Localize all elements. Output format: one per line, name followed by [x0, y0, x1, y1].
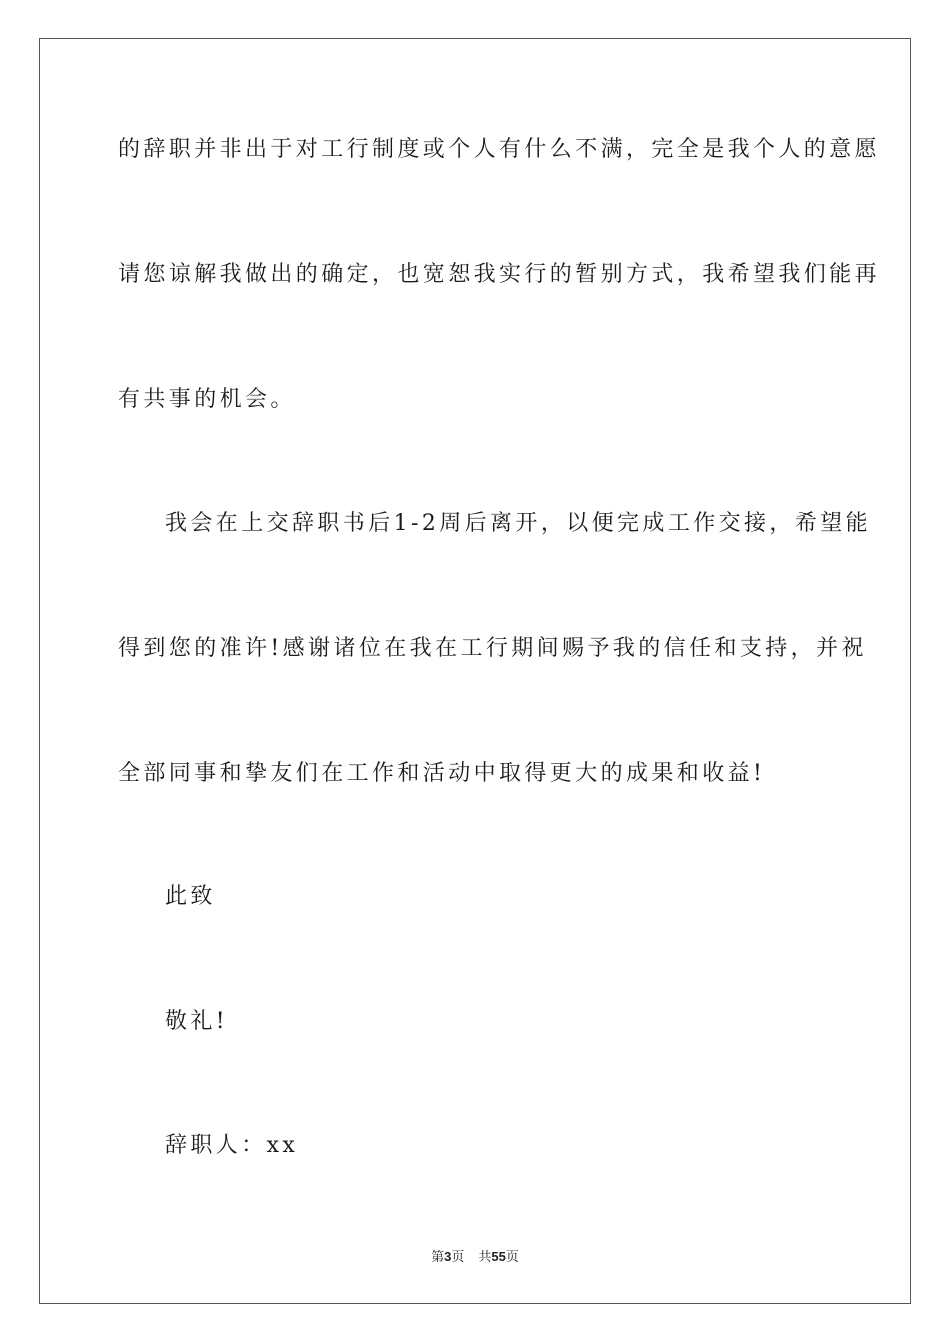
signature-line: 辞职人：xx: [165, 1133, 299, 1158]
page-footer: [0, 1248, 950, 1267]
footer-page-suffix: 页: [451, 1250, 465, 1265]
body-line-3: 有共事的机会。: [118, 387, 296, 412]
footer-page-prefix: 第: [431, 1250, 445, 1265]
footer-total-pages: 55: [491, 1249, 506, 1264]
page-border: [39, 38, 911, 1304]
footer-current-page: 3: [444, 1249, 452, 1264]
body-line-1: 的辞职并非出于对工行制度或个人有什么不满，完全是我个人的意愿: [118, 137, 881, 162]
body-line-5: 得到您的准许!感谢诸位在我在工行期间赐予我的信任和支持，并祝: [118, 636, 867, 661]
body-line-2: 请您谅解我做出的确定，也宽恕我实行的暂别方式，我希望我们能再: [118, 262, 881, 287]
closing-regards: 敬礼!: [165, 1009, 229, 1034]
footer-total-suffix: 页: [505, 1250, 519, 1265]
closing-salutation: 此致: [165, 884, 216, 909]
footer-total-prefix: 共: [478, 1250, 492, 1265]
body-line-4: 我会在上交辞职书后1-2周后离开，以便完成工作交接，希望能: [165, 511, 872, 536]
body-line-6: 全部同事和挚友们在工作和活动中取得更大的成果和收益!: [118, 761, 766, 786]
